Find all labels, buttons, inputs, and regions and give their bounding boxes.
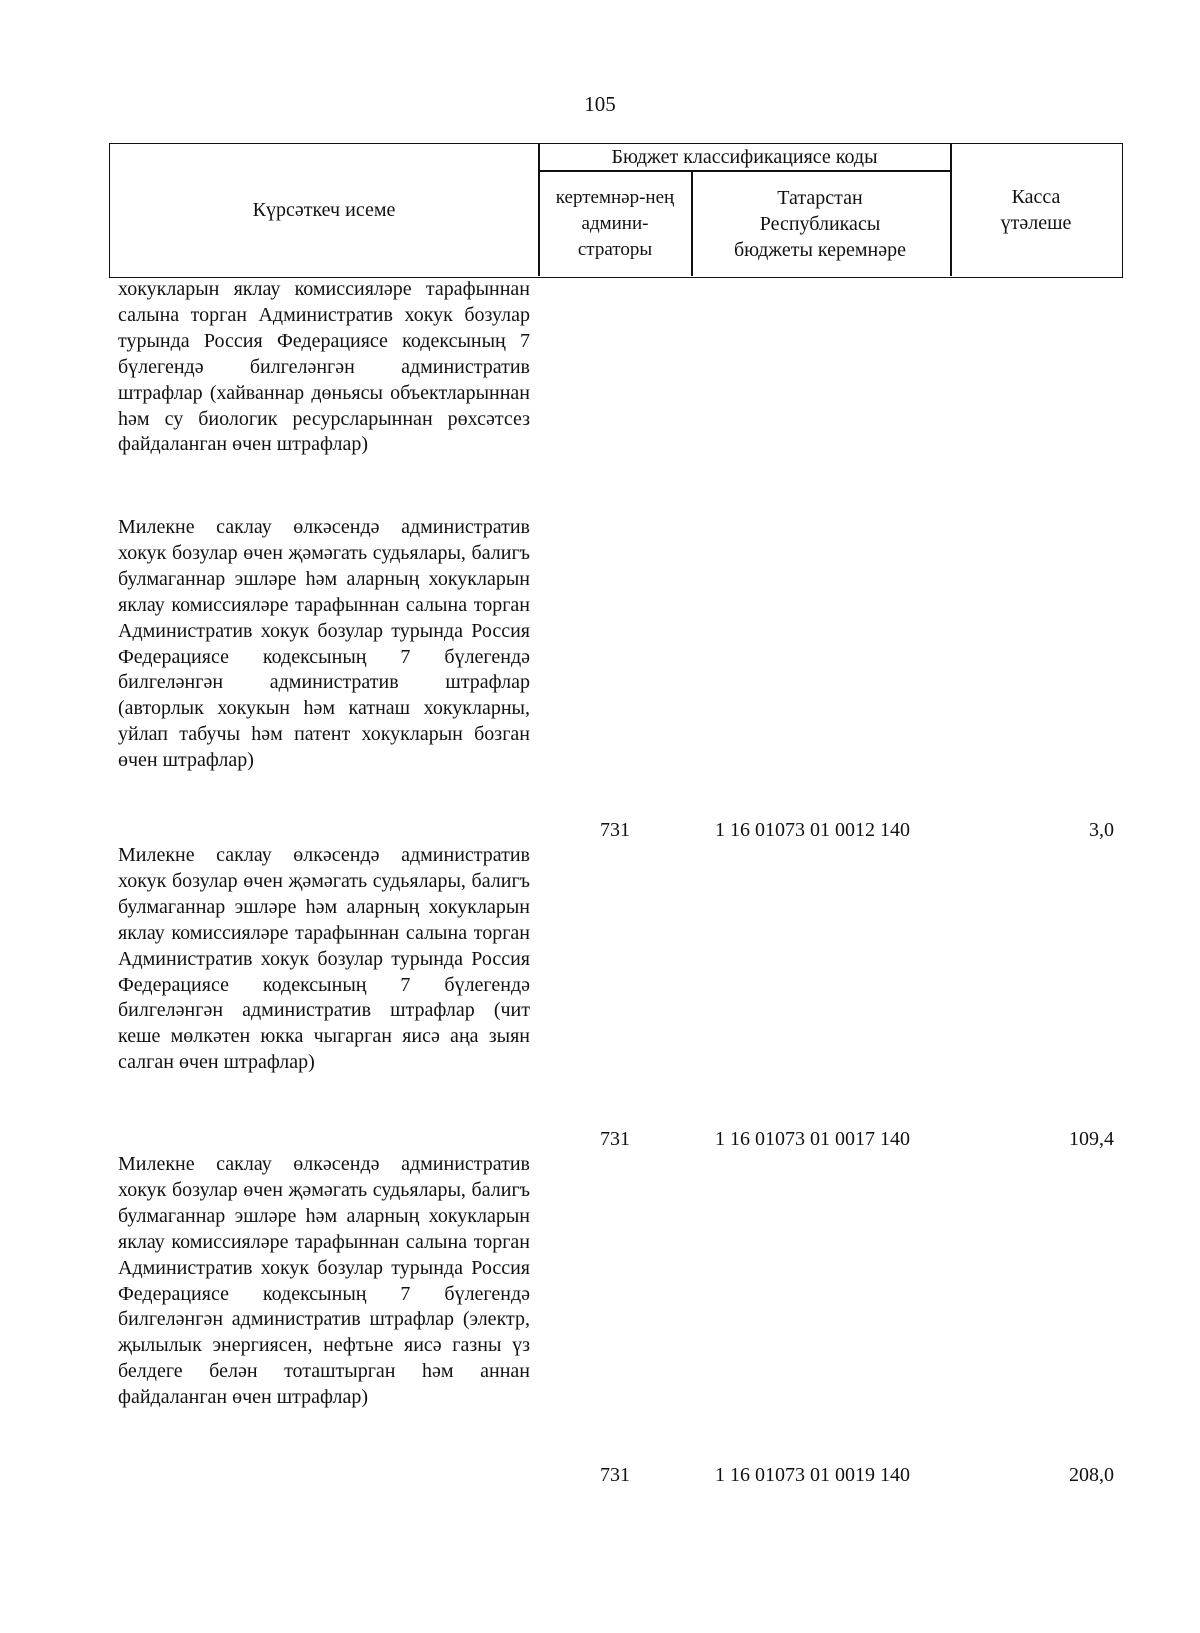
row-admin-code: 731 bbox=[600, 819, 630, 841]
header-group-title: Бюджет классификациясе коды bbox=[611, 146, 878, 168]
row-revenue-code: 1 16 01073 01 0012 140 bbox=[715, 819, 910, 841]
table-header bbox=[109, 143, 1123, 278]
header-col-amount: Касса үтәлеше bbox=[1000, 186, 1072, 234]
header-col-revenue: Татарстан Республикасы бюджеты керемнәре bbox=[734, 187, 906, 261]
row-name-text: Милекне саклау өлкәсендә административ хокук бозулар өчен җәмәгать судьялары, балигъ булмаганнар эшләре һәм аларның хокукларын яклау комиссияләре тарафыннан салына торган Административ хокук бозулар турында Россия Федерациясе кодексының 7 бүлегендә билгеләнгән административ штрафлар (электр, җылылык энергиясен, нефтьне яисә газны үз белдеге белән тоташтырган һәм аннан файдаланган өчен штрафлар) bbox=[118, 1153, 530, 1409]
row-name-text: Милекне саклау өлкәсендә административ хокук бозулар өчен җәмәгать судьялары, балигъ булмаганнар эшләре һәм аларның хокукларын яклау комиссияләре тарафыннан салына торган Административ хокук бозулар турында Россия Федерациясе кодексының 7 бүлегендә билгеләнгән административ штрафлар (чит кеше мөлкәтен юкка чыгарган яисә аңа зыян салган өчен штрафлар) bbox=[118, 844, 530, 1074]
row-name-text: хокукларын яклау комиссияләре тарафыннан салына торган Административ хокук бозулар турында Россия Федерациясе кодексының 7 бүлегендә билгеләнгән административ штрафлар (хайваннар дөньясы объектларыннан һәм су биологик ресурсларыннан рөхсәтсез файдаланган өчен штрафлар) bbox=[118, 278, 530, 456]
row-revenue-code: 1 16 01073 01 0019 140 bbox=[715, 1464, 910, 1486]
header-col-name: Күрсәткеч исеме bbox=[252, 199, 396, 221]
row-amount: 3,0 bbox=[1089, 819, 1114, 841]
divider bbox=[691, 171, 693, 276]
page-number: 105 bbox=[584, 92, 616, 116]
row-admin-code: 731 bbox=[600, 1464, 630, 1486]
row-amount: 208,0 bbox=[1069, 1464, 1114, 1486]
row-admin-code: 731 bbox=[600, 1128, 630, 1150]
row-revenue-code: 1 16 01073 01 0017 140 bbox=[715, 1128, 910, 1150]
header-col-admin: кертемнәр-нең админи-страторы bbox=[555, 187, 675, 260]
row-name-text: Милекне саклау өлкәсендә административ хокук бозулар өчен җәмәгать судьялары, балигъ булмаганнар эшләре һәм аларның хокукларын яклау комиссияләре тарафыннан салына торган Административ хокук бозулар турында Россия Федерациясе кодексының 7 бүлегендә билгеләнгән административ штрафлар (авторлык хокукын һәм катнаш хокукларны, уйлап табучы һәм патент хокукларын бозган өчен штрафлар) bbox=[118, 516, 530, 772]
row-amount: 109,4 bbox=[1069, 1128, 1114, 1150]
